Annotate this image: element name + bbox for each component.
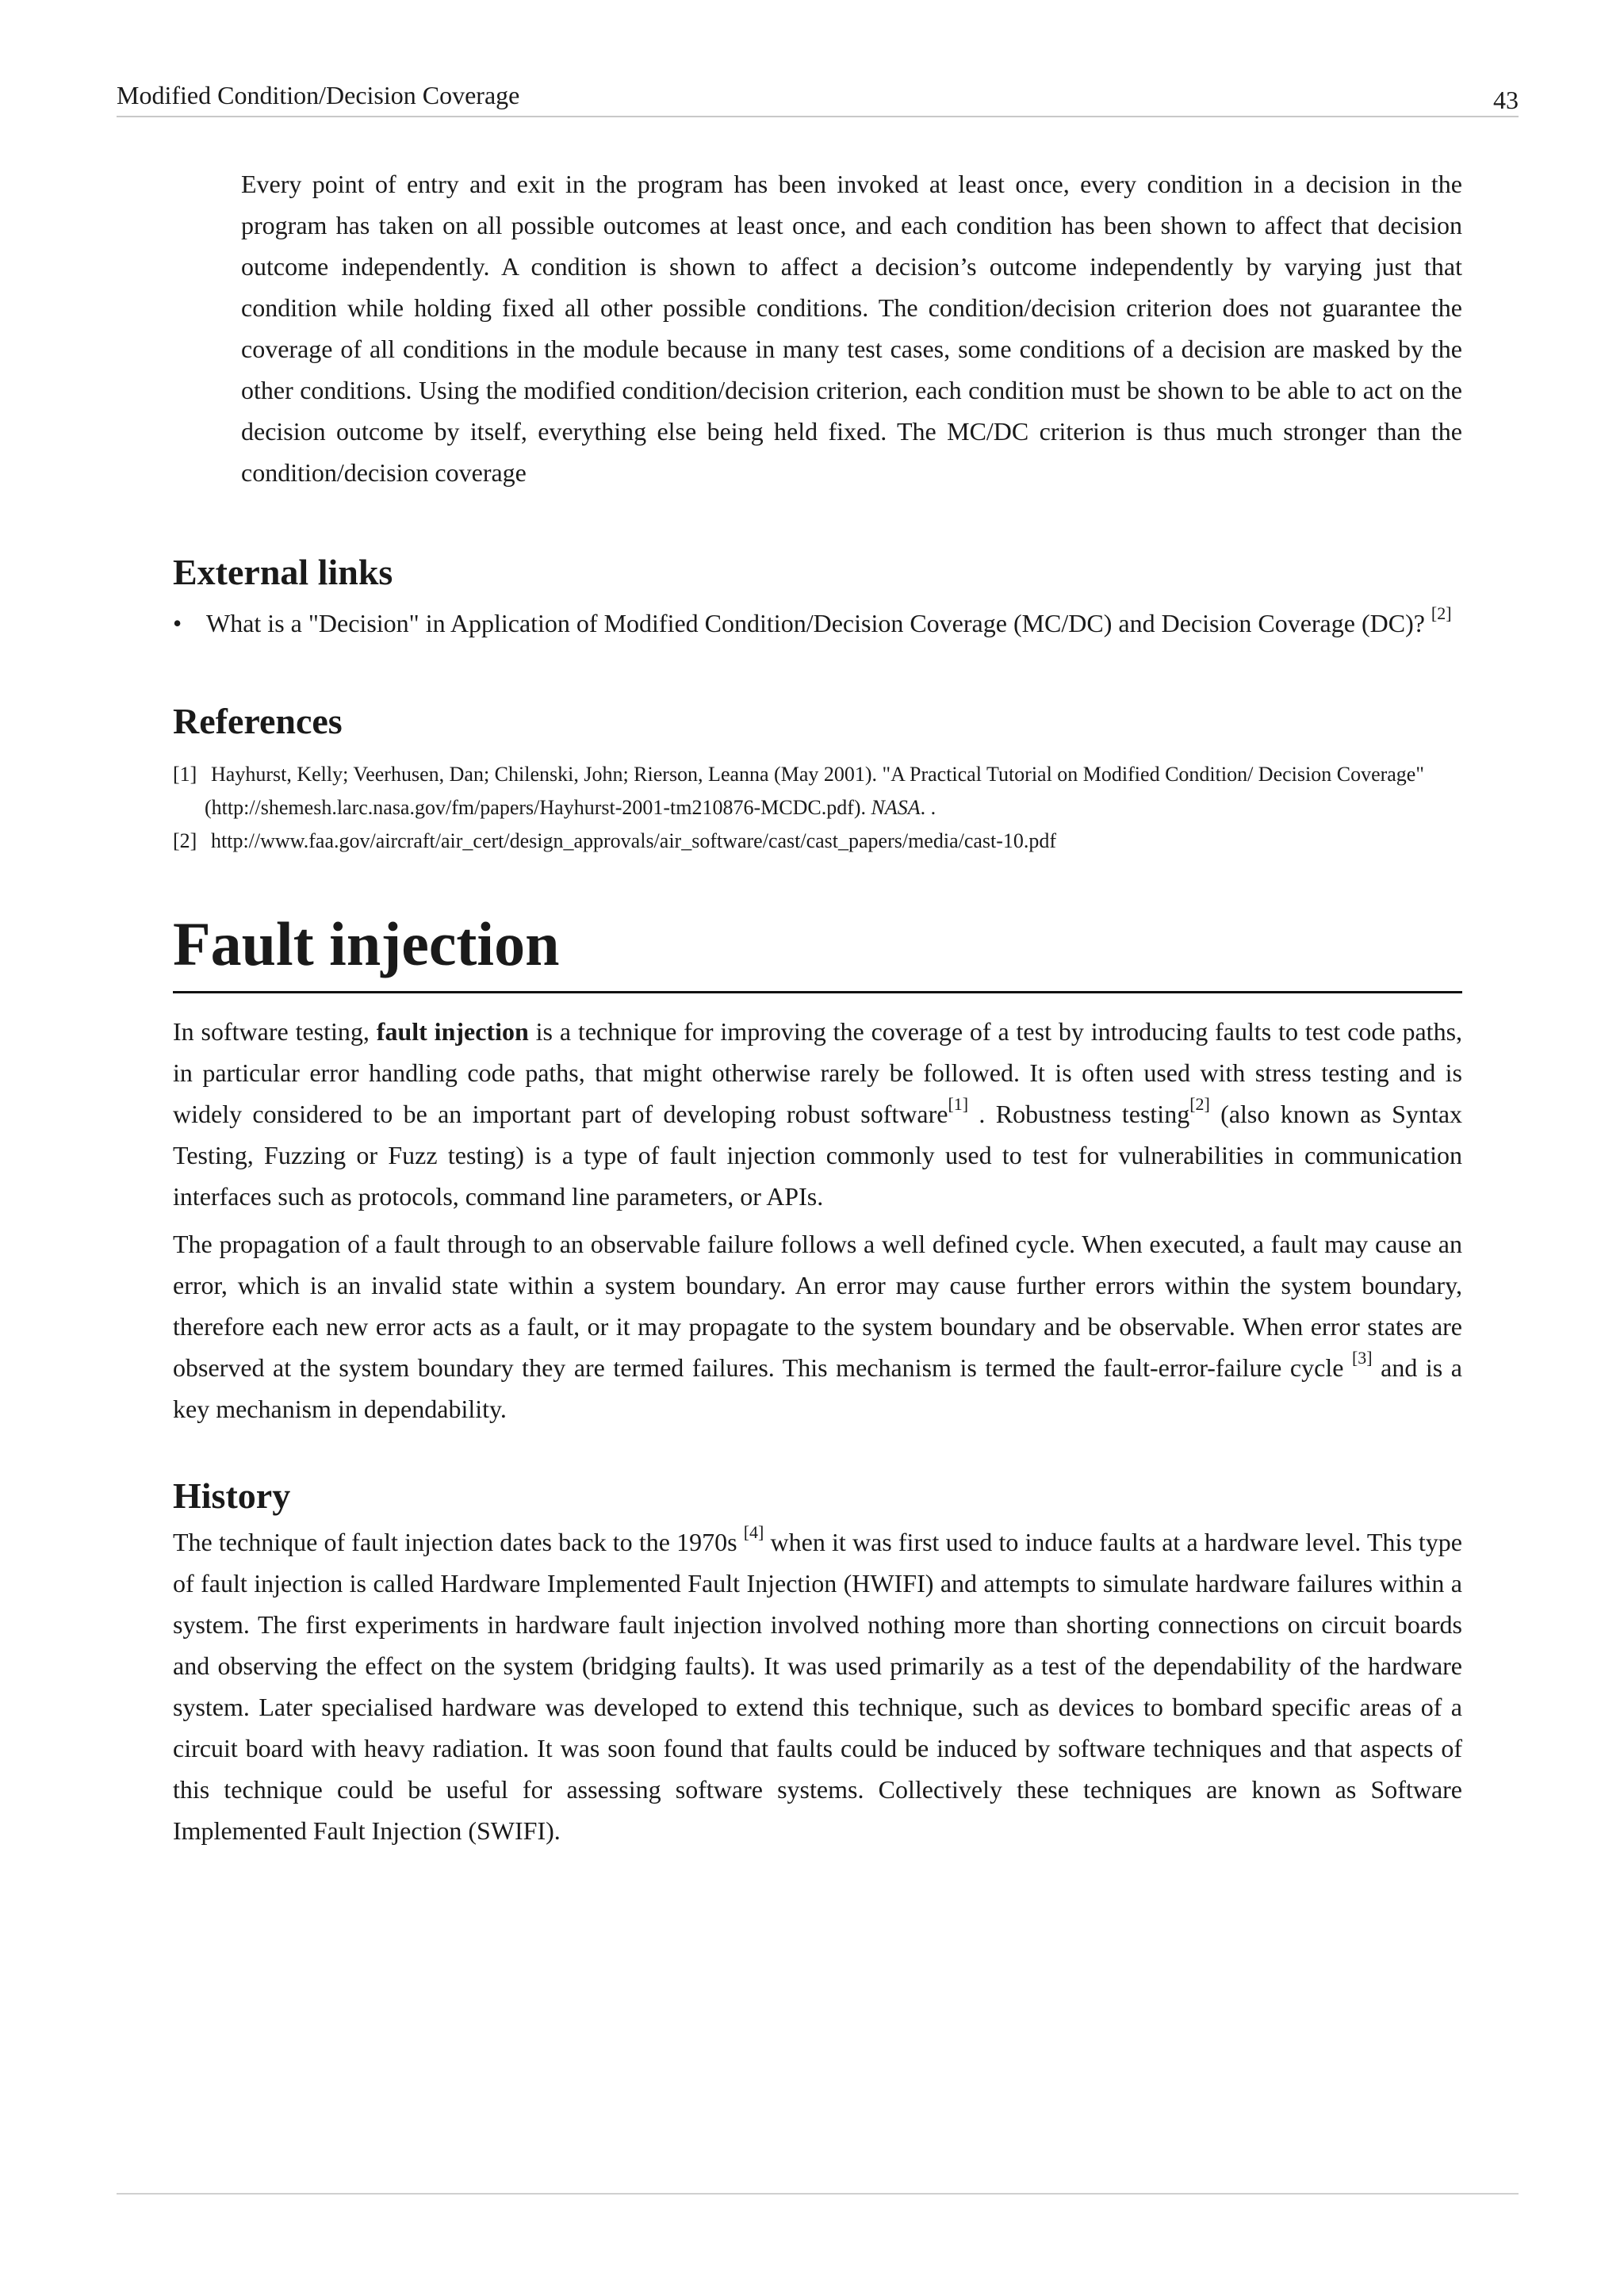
history-text: when it was first used to induce faults at a hardware level. This type of fault injection is called Hardware Implemented Fault Injection (HWIFI) and attempts to simulate hardware failures within a system. The first experiments in hardware fault injection involved nothing more than shorting connections on circuit boards and observing the effect on the system (bridging faults). It was used primarily as a test of the dependability of the hardware system. Later specialised hardware was developed to extend this technique, such as devices to bombard specific areas of a circuit board with heavy radiation. It was soon found that faults could be induced by software techniques and that aspects of this technique could be useful for assessing software systems. Collectively these techniques are known as Software Implemented Fault Injection (SWIFI).: [173, 1528, 1463, 1845]
reference-number: [1]: [173, 763, 197, 786]
external-links-heading: External links: [173, 552, 393, 592]
reference-text[interactable]: Hayhurst, Kelly; Veerhusen, Dan; Chilenski, John; Rierson, Leanna (May 2001). "A Practical Tutorial on Modified Condition/ Decision Coverage" (http://shemesh.larc.nasa.gov/fm/papers/Hayhurst-2001-tm210876-MCDC.pdf).: [205, 763, 1424, 819]
page-number: 43: [1493, 86, 1519, 114]
propagation-paragraph: [173, 1223, 1462, 1429]
citation-ref[interactable]: [4]: [743, 1522, 764, 1543]
reference-text-tail: . .: [920, 796, 936, 819]
reference-publisher: NASA: [871, 796, 921, 819]
reference-link[interactable]: http://www.faa.gov/aircraft/air_cert/design_approvals/air_software/cast/cast_papers/media/cast-10.pdf: [211, 829, 1057, 852]
external-links-list: [173, 603, 1462, 644]
intro-text: is a technique for improving the coverage of a test by introducing faults to test code paths, in particular error handling code paths, that might otherwise rarely be followed. It is often used with stress testing and is widely considered to be an important part of developing robust software: [173, 1017, 1463, 1128]
bullet-icon: •: [173, 609, 182, 637]
running-header: [117, 79, 1519, 114]
reference-item: [173, 825, 1462, 858]
citation-ref[interactable]: [2]: [1189, 1094, 1210, 1115]
running-title: Modified Condition/Decision Coverage: [117, 81, 520, 109]
reference-item: [173, 758, 1462, 825]
citation-ref[interactable]: [2]: [1431, 603, 1452, 624]
history-paragraph: [173, 1521, 1462, 1851]
bold-term: fault injection: [376, 1017, 529, 1046]
history-heading: History: [173, 1475, 291, 1516]
header-divider: [117, 116, 1519, 117]
intro-text: In software testing,: [173, 1017, 377, 1046]
article-title: Fault injection: [173, 909, 560, 978]
propagation-text: The propagation of a fault through to an observable failure follows a well defined cycle. When executed, a fault may cause an error, which is an invalid state within a system boundary. An error may cause further errors within the system boundary, therefore each new error acts as a fault, or it may propagate to the system boundary and be observable. When error states are observed at the system boundary they are termed failures. This mechanism is termed the fault-error-failure cycle: [173, 1230, 1462, 1382]
page-content: [173, 163, 1462, 1851]
reference-number: [2]: [173, 829, 197, 852]
mcdc-definition-quote: Every point of entry and exit in the program has been invoked at least once, every condition in a decision in the program has taken on all possible outcomes at least once, and each condition has been shown to affect that decision outcome independently. A condition is shown to affect a decision’s outcome independently by varying just that condition while holding fixed all other possible conditions. The condition/decision criterion does not guarantee the coverage of all conditions in the module because in many test cases, some conditions of a decision are masked by the other conditions. Using the modified condition/decision criterion, each condition must be shown to be able to act on the decision outcome by itself, everything else being held fixed. The MC/DC criterion is thus much stronger than the condition/decision coverage: [241, 170, 1462, 487]
references-heading: References: [173, 701, 343, 741]
citation-ref[interactable]: [1]: [948, 1094, 969, 1115]
footer-divider: [117, 2193, 1519, 2195]
external-link-text[interactable]: What is a "Decision" in Application of Modified Condition/Decision Coverage (MC/DC) and Decision Coverage (DC)?: [206, 609, 1431, 637]
intro-text: (also known as Syntax Testing, Fuzzing or Fuzz testing) is a type of fault injection commonly used to test for vulnerabilities in communication interfaces such as protocols, command line parameters, or APIs.: [173, 1100, 1463, 1211]
external-link-item[interactable]: [173, 603, 1462, 644]
propagation-text: and is a key mechanism in dependability.: [173, 1353, 1463, 1423]
intro-paragraph: [173, 1011, 1462, 1217]
history-text: The technique of fault injection dates back to the 1970s: [173, 1528, 744, 1556]
intro-text: . Robustness testing: [968, 1100, 1190, 1128]
references-list: [173, 758, 1462, 858]
citation-ref[interactable]: [3]: [1351, 1348, 1373, 1368]
title-divider: [173, 991, 1462, 993]
